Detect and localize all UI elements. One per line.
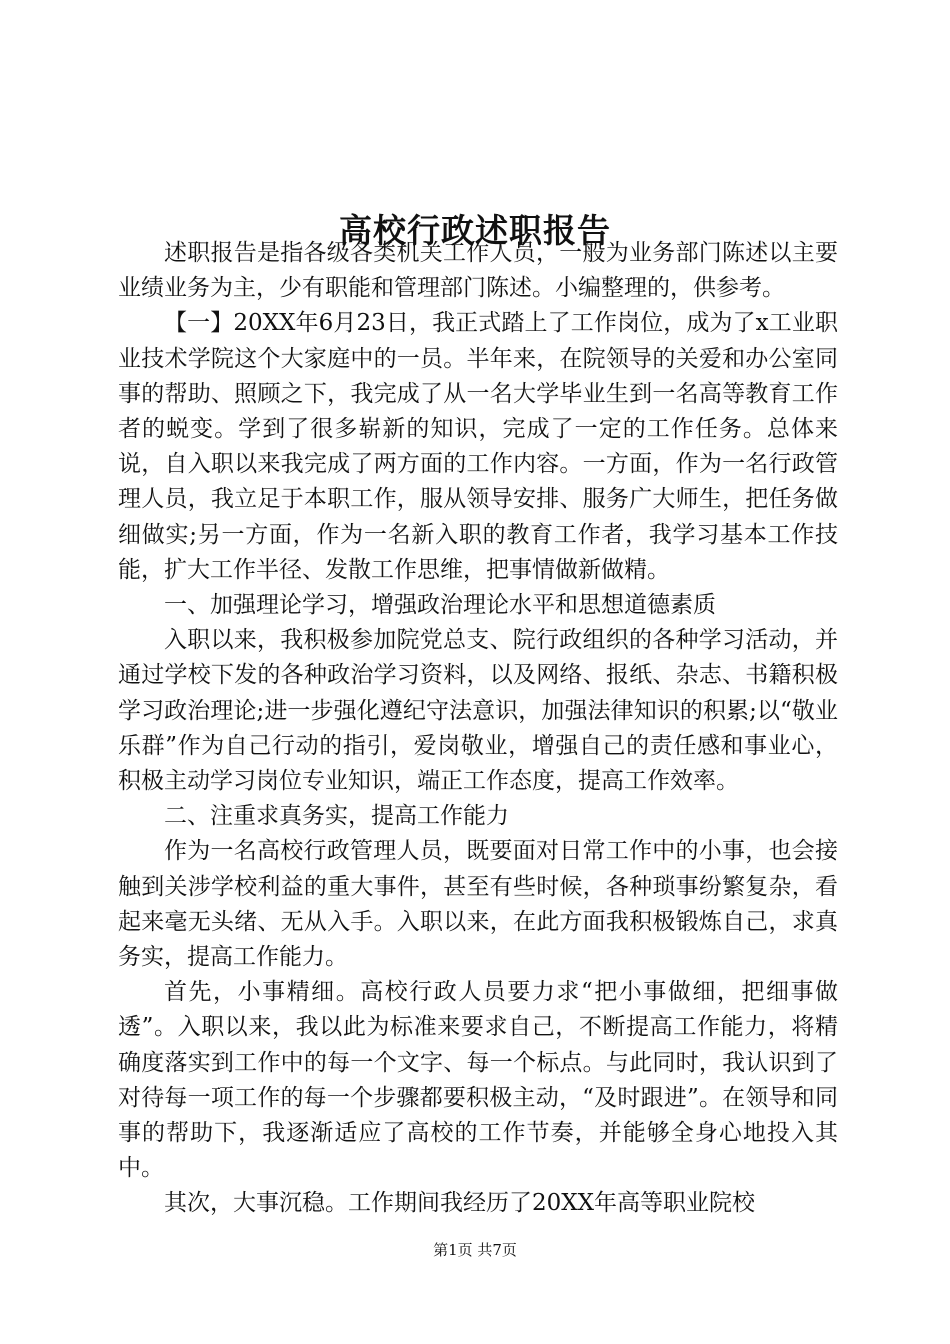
paragraph-theory-study: 入职以来，我积极参加院党总支、院行政组织的各种学习活动，并通过学校下发的各种政治学习资料，以及网络、报纸、杂志、书籍积极学习政治理论;进一步强化遵纪守法意识，加强法律知识的积累;以“敬业乐群”作为自己行动的指引，爱岗敬业，增强自己的责任感和事业心，积极主动学习岗位专业知识，端正工作态度，提高工作效率。 <box>118 627 838 795</box>
paragraph-big-matters: 其次，大事沉稳。工作期间我经历了20XX年高等职业院校 <box>164 1190 756 1217</box>
paragraph-work-ability: 作为一名高校行政管理人员，既要面对日常工作中的小事，也会接触到关涉学校利益的重大事件，甚至有些时候，各种琐事纷繁复杂，看起来毫无头绪、无从入手。入职以来，在此方面我积极锻炼自己，求真务实，提高工作能力。 <box>118 838 838 971</box>
heading-work-ability: 二、注重求真务实，提高工作能力 <box>164 803 509 830</box>
page-number-footer: 第1页 共7页 <box>433 1241 517 1259</box>
document-title: 高校行政述职报告 <box>339 211 611 251</box>
paragraph-small-matters: 首先，小事精细。高校行政人员要力求“把小事做细，把细事做透”。入职以来，我以此为标准来要求自己，不断提高工作能力，将精确度落实到工作中的每一个文字、每一个标点。与此同时，我认识到了对待每一项工作的每一个步骤都要积极主动，“及时跟进”。在领导和同事的帮助下，我逐渐适应了高校的工作节奏，并能够全身心地投入其中。 <box>118 979 838 1182</box>
paragraph-intro: 述职报告是指各级各类机关工作人员，一般为业务部门陈述以主要业绩业务为主，少有职能和管理部门陈述。小编整理的，供参考。 <box>118 240 838 302</box>
paragraph-section-one: 【一】20XX年6月23日，我正式踏上了工作岗位，成为了x工业职业技术学院这个大家庭中的一员。半年来，在院领导的关爱和办公室同事的帮助、照顾之下，我完成了从一名大学毕业生到一名高等教育工作者的蜕变。学到了很多崭新的知识，完成了一定的工作任务。总体来说，自入职以来我完成了两方面的工作内容。一方面，作为一名行政管理人员，我立足于本职工作，服从领导安排、服务广大师生，把任务做细做实;另一方面，作为一名新入职的教育工作者，我学习基本工作技能，扩大工作半径、发散工作思维，把事情做新做精。 <box>118 310 838 583</box>
document-body <box>118 236 838 1222</box>
heading-theory-study: 一、加强理论学习，增强政治理论水平和思想道德素质 <box>164 592 716 619</box>
